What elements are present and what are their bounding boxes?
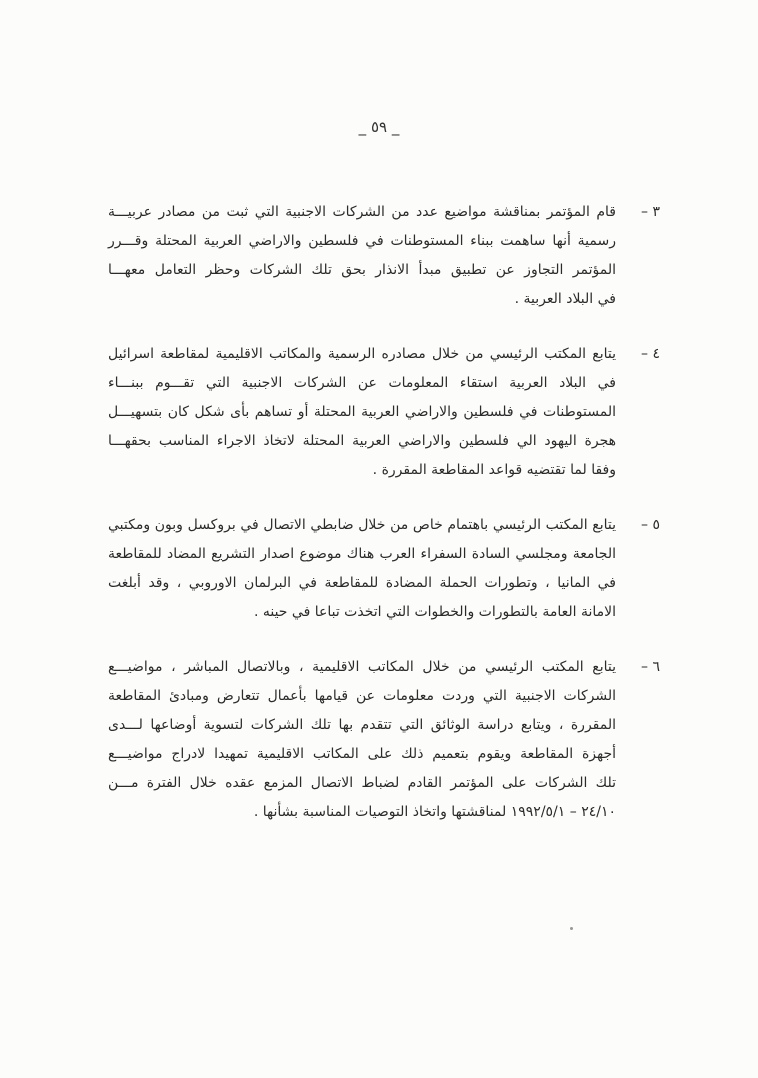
paragraph [108, 198, 660, 314]
text-line: المقررة ، ويتابع دراسة الوثائق التي تتقدم بها تلك الشركات لتسوية أوضاعها لـــدى [108, 717, 616, 733]
paragraph-number: ٥ – [641, 517, 660, 533]
paragraph-number: ٣ – [641, 204, 660, 220]
paragraph-list [108, 198, 660, 853]
paragraph-body [108, 198, 616, 314]
page-number: _ ٥٩ _ [358, 118, 400, 136]
paragraph-body [108, 653, 616, 827]
text-line: ٢٤/١٠ – ١٩٩٢/٥/١ لمناقشتها واتخاذ التوصيات المناسبة بشأنها . [253, 804, 616, 820]
paragraph-number: ٤ – [641, 346, 660, 362]
text-line: رسمية أنها ساهمت ببناء المستوطنات في فلسطين والاراضي العربية المحتلة وقـــرر [108, 233, 616, 249]
text-line: يتابع المكتب الرئيسي باهتمام خاص من خلال ضابطي الاتصال في بروكسل وبون ومكتبي [108, 517, 616, 533]
text-line: المستوطنات في فلسطين والاراضي العربية المحتلة أو تساهم بأى شكل كان بتسهيـــل [108, 404, 616, 420]
paragraph [108, 511, 660, 627]
text-line: وفقا لما تقتضيه قواعد المقاطعة المقررة . [372, 462, 616, 478]
paragraph-body [108, 511, 616, 627]
text-line: الامانة العامة بالتطورات والخطوات التي اتخذت تباعا في حينه . [253, 604, 616, 620]
paragraph-body [108, 340, 616, 485]
text-line: قام المؤتمر بمناقشة مواضيع عدد من الشركات الاجنبية التي ثبت من مصادر عربيـــة [108, 204, 616, 220]
text-line: الشركات الاجنبية التي وردت معلومات عن قيامها بأعمال تتعارض ومبادئ المقاطعة [108, 688, 616, 704]
paragraph-number: ٦ – [641, 659, 660, 675]
text-line: في المانيا ، وتطورات الحملة المضادة للمقاطعة في البرلمان الاوروبي ، وقد أبلغت [108, 575, 616, 591]
text-line: هجرة اليهود الي فلسطين والاراضي العربية المحتلة لاتخاذ الاجراء المناسب بحقهـــا [108, 433, 616, 449]
text-line: المؤتمر التجاوز عن تطبيق مبدأ الانذار بحق تلك الشركات وحظر التعامل معهـــا [108, 262, 616, 278]
scan-speck [570, 927, 573, 930]
text-line: الجامعة ومجلسي السادة السفراء العرب هناك موضوع اصدار التشريع المضاد للمقاطعة [108, 546, 616, 562]
text-line: يتابع المكتب الرئيسي من خلال المكاتب الاقليمية ، وبالاتصال المباشر ، مواضيـــع [108, 659, 616, 675]
text-line: تلك الشركات على المؤتمر القادم لضباط الاتصال المزمع عقده خلال الفترة مـــن [108, 775, 616, 791]
paragraph [108, 653, 660, 827]
text-line: في البلاد العربية استقاء المعلومات عن الشركات الاجنبية التي تقـــوم ببنـــاء [108, 375, 616, 391]
text-line: في البلاد العربية . [514, 291, 616, 307]
text-line: يتابع المكتب الرئيسي من خلال مصادره الرسمية والمكاتب الاقليمية لمقاطعة اسرائيل [108, 346, 616, 362]
paragraph [108, 340, 660, 485]
text-line: أجهزة المقاطعة ويقوم بتعميم ذلك على المكاتب الاقليمية تمهيدا لادراج مواضيـــع [108, 746, 616, 762]
